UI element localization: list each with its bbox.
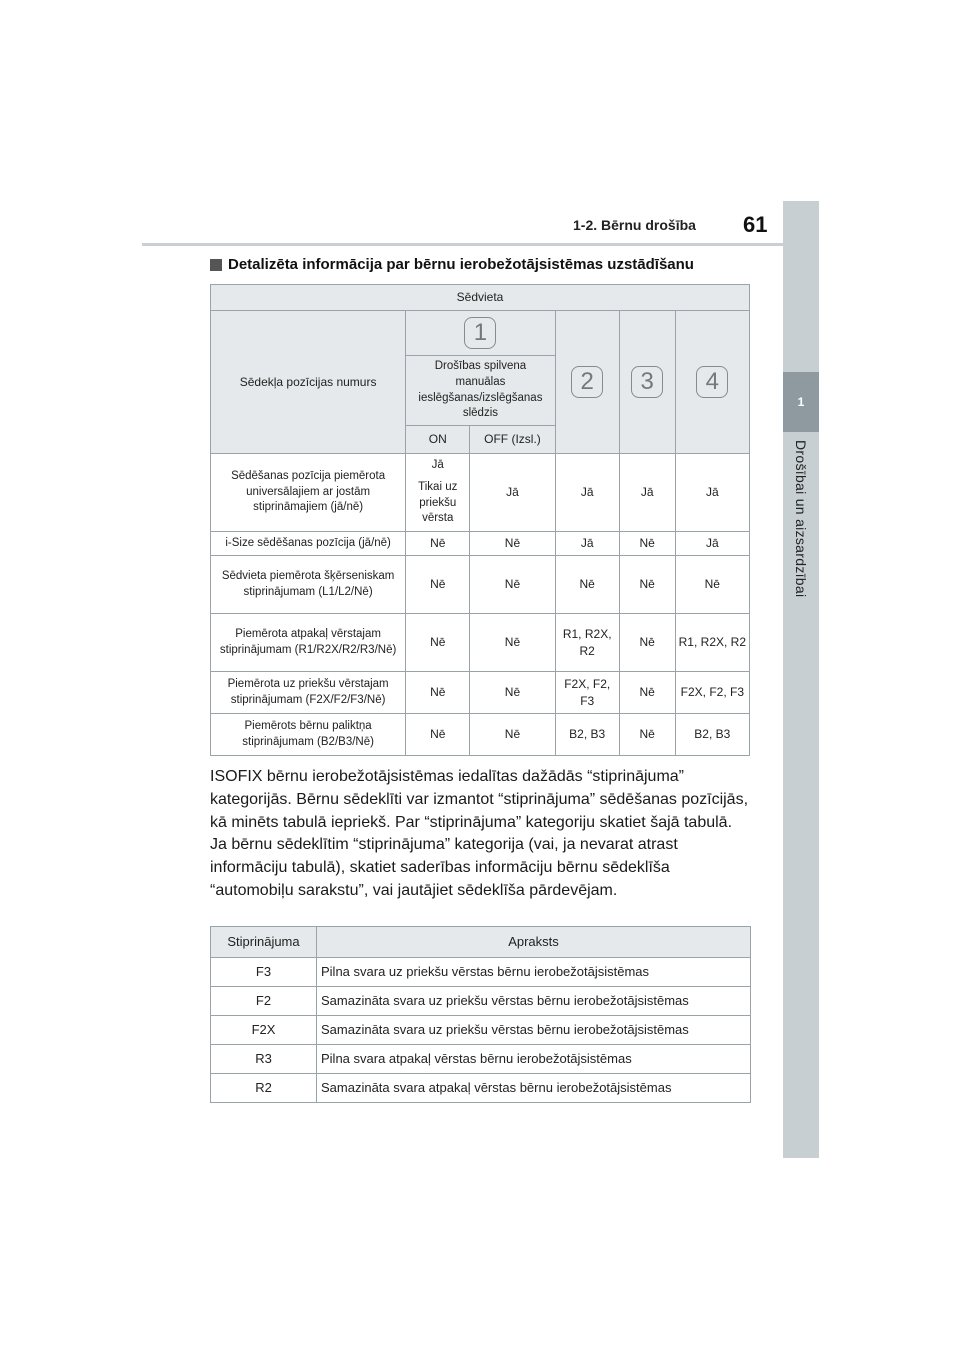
cell-on-value: Jā	[431, 459, 444, 472]
description-column-header: Apraksts	[317, 927, 751, 958]
seat-position-label: Sēdekļa pozīcijas numurs	[211, 311, 406, 454]
cell-seat-3: Nē	[619, 672, 675, 714]
square-bullet-icon	[210, 259, 222, 271]
table-row	[211, 1045, 751, 1074]
paragraph-1: ISOFIX bērnu ierobežotājsistēmas iedalītas dažādās “stiprinājuma” kategorijās. Bērnu sēdeklīti var izmantot “stiprinājuma” sēdēšanas pozīcijās, kā minēts tabulā iepriekš. Par “stiprinājuma” kategoriju skatiet šajā tabulā.	[210, 768, 749, 831]
fixture-description: Samazināta svara uz priekšu vērstas bērnu ierobežotājsistēmas	[317, 987, 751, 1016]
cell-seat-3: Nē	[619, 714, 675, 756]
seat-number-1-icon: 1	[464, 317, 496, 349]
fixture-code: R3	[211, 1045, 317, 1074]
cell-seat-2: Jā	[555, 532, 619, 556]
table-row	[211, 1016, 751, 1045]
paragraph-2: Ja bērnu sēdeklītim “stiprinājuma” kategorija (vai, ja nevarat atrast informāciju tabulā), skatiet saderības informāciju bērnu sēdeklīša “automobiļu sarakstu”, vai jautājiet sēdeklīša pārdevējam.	[210, 836, 678, 899]
section-heading-text: Detalizēta informācija par bērnu ierobežotājsistēmas uzstādīšanu	[228, 256, 694, 273]
cell-seat-2: Jā	[555, 454, 619, 532]
table-row	[211, 958, 751, 987]
fixture-description: Samazināta svara atpakaļ vērstas bērnu ierobežotājsistēmas	[317, 1074, 751, 1103]
seat-number-4-icon: 4	[696, 366, 728, 398]
fixture-description: Samazināta svara uz priekšu vērstas bērnu ierobežotājsistēmas	[317, 1016, 751, 1045]
fixture-description: Pilna svara atpakaļ vērstas bērnu ierobežotājsistēmas	[317, 1045, 751, 1074]
chapter-number-tab: 1	[783, 372, 819, 432]
cell-seat-4: B2, B3	[675, 714, 749, 756]
cell-seat-3: Nē	[619, 532, 675, 556]
cell-off: Nē	[470, 672, 555, 714]
cell-off: Nē	[470, 614, 555, 672]
cell-off: Nē	[470, 532, 555, 556]
section-title: 1-2. Bērnu drošība	[573, 217, 696, 233]
cell-on: Nē	[406, 714, 470, 756]
body-text	[210, 766, 755, 903]
table-row	[211, 556, 750, 614]
cell-on: Nē	[406, 672, 470, 714]
cell-on: Nē	[406, 556, 470, 614]
table-row	[211, 454, 750, 532]
table-row	[211, 672, 750, 714]
table-row	[211, 714, 750, 756]
cell-seat-2: F2X, F2, F3	[555, 672, 619, 714]
airbag-switch-header: Drošības spilvena manuālas ieslēgšanas/izslēgšanas slēdzis	[406, 356, 555, 426]
cell-seat-2: R1, R2X, R2	[555, 614, 619, 672]
row-label: Piemērota uz priekšu vērstajam stiprinājumam (F2X/F2/F3/Nē)	[211, 672, 406, 714]
off-header: OFF (Izsl.)	[470, 426, 555, 454]
header-divider	[142, 243, 785, 246]
seat-number-3-icon: 3	[631, 366, 663, 398]
section-heading	[210, 256, 694, 273]
cell-seat-4: Jā	[675, 454, 749, 532]
table-row	[211, 532, 750, 556]
seat-number-2-icon: 2	[571, 366, 603, 398]
fixture-code: F2	[211, 987, 317, 1016]
cell-seat-2: Nē	[555, 556, 619, 614]
fixture-category-table	[210, 926, 751, 1103]
row-label: Piemērots bērnu paliktņa stiprinājumam (B2/B3/Nē)	[211, 714, 406, 756]
cell-on: Nē	[406, 614, 470, 672]
fixture-code: R2	[211, 1074, 317, 1103]
seat-1-header	[406, 311, 555, 356]
seat-3-header	[619, 311, 675, 454]
page-number: 61	[743, 212, 768, 237]
cell-on: Nē	[406, 532, 470, 556]
seat-compatibility-table	[210, 284, 750, 756]
cell-seat-4: Jā	[675, 532, 749, 556]
cell-seat-4: Nē	[675, 556, 749, 614]
table-row	[211, 1074, 751, 1103]
cell-seat-3: Nē	[619, 556, 675, 614]
on-header: ON	[406, 426, 470, 454]
chapter-label-text: Drošībai un aizsardzībai	[793, 440, 809, 598]
seat-2-header	[555, 311, 619, 454]
cell-seat-3: Nē	[619, 614, 675, 672]
row-label: Piemērota atpakaļ vērstajam stiprinājumam (R1/R2X/R2/R3/Nē)	[211, 614, 406, 672]
cell-off: Nē	[470, 714, 555, 756]
cell-off: Jā	[470, 454, 555, 532]
row-label: Sēdvieta piemērota šķērseniskam stiprinājumam (L1/L2/Nē)	[211, 556, 406, 614]
row-label: Sēdēšanas pozīcija piemērota universālajiem ar jostām stiprināmajiem (jā/nē)	[211, 454, 406, 532]
fixture-column-header: Stiprinājuma	[211, 927, 317, 958]
chapter-label	[783, 432, 819, 682]
cell-seat-4: F2X, F2, F3	[675, 672, 749, 714]
seat-4-header	[675, 311, 749, 454]
cell-seat-4: R1, R2X, R2	[675, 614, 749, 672]
fixture-code: F2X	[211, 1016, 317, 1045]
cell-seat-3: Jā	[619, 454, 675, 532]
cell-seat-2: B2, B3	[555, 714, 619, 756]
cell-off: Nē	[470, 556, 555, 614]
fixture-code: F3	[211, 958, 317, 987]
table-title-cell: Sēdvieta	[211, 285, 750, 311]
table-row	[211, 614, 750, 672]
fixture-description: Pilna svara uz priekšu vērstas bērnu ierobežotājsistēmas	[317, 958, 751, 987]
cell-on-note: Tikai uz priekšu vērsta	[418, 480, 458, 525]
cell-on	[406, 454, 470, 532]
row-label: i-Size sēdēšanas pozīcija (jā/nē)	[211, 532, 406, 556]
table-row	[211, 987, 751, 1016]
